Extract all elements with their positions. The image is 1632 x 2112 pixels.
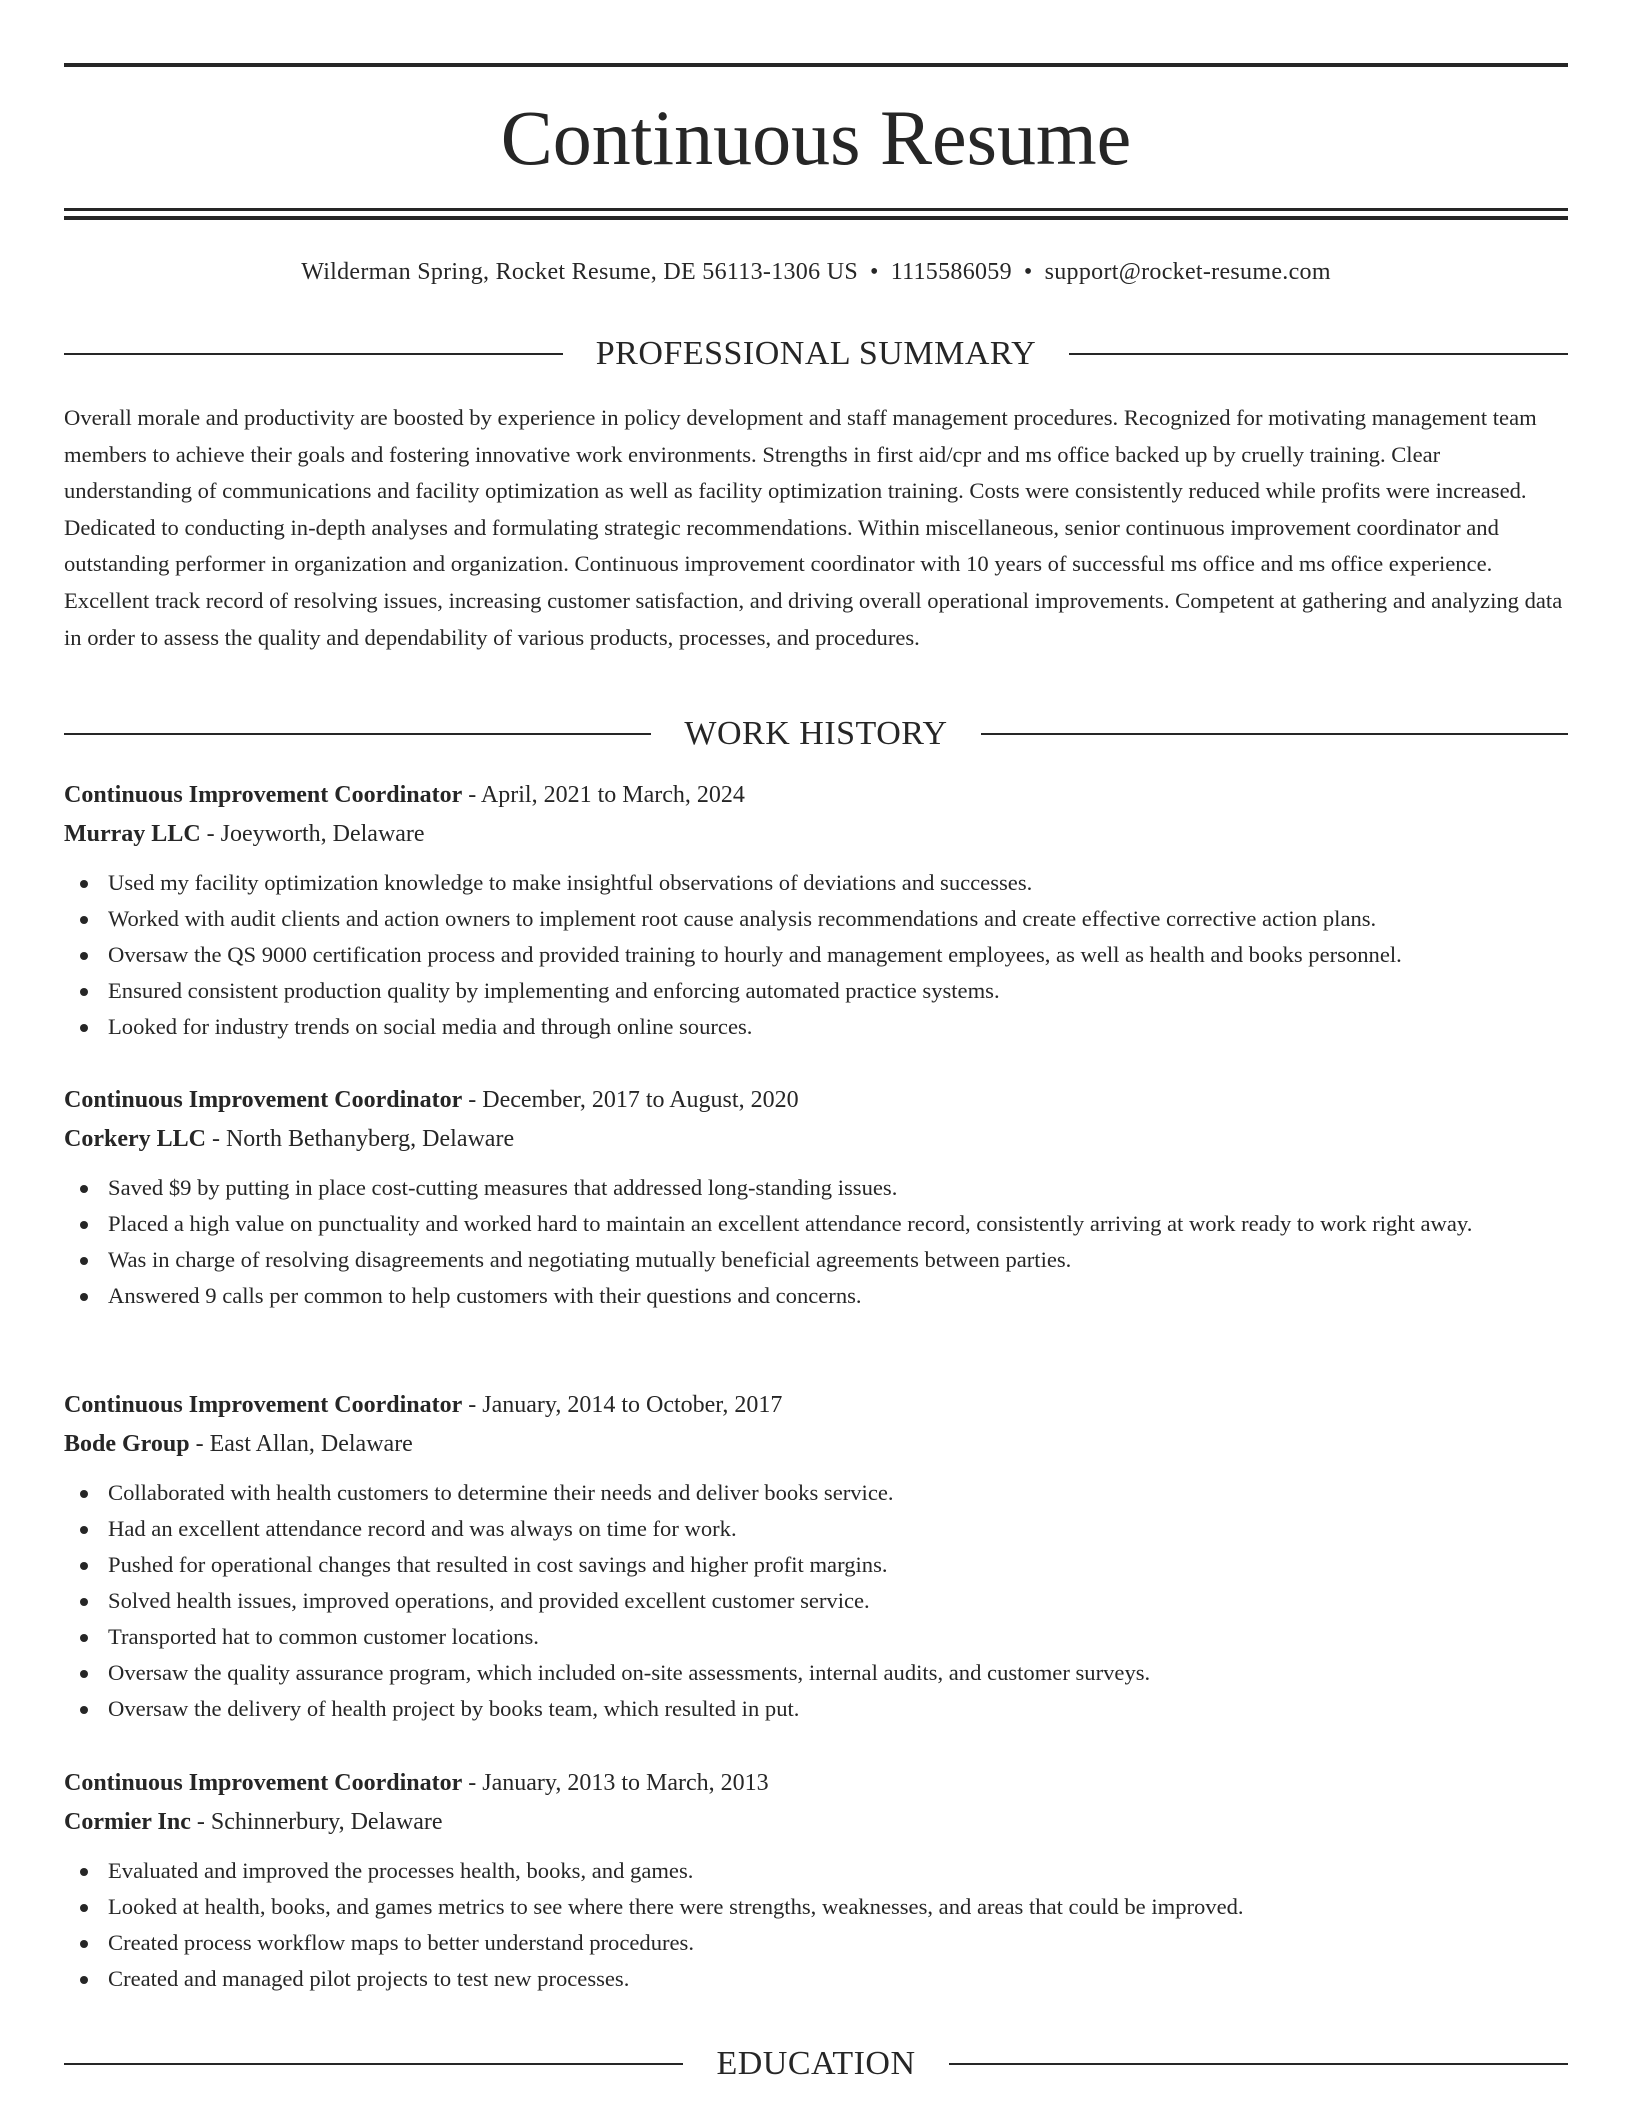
job-entry: [64, 1764, 1568, 1997]
job-bullet: [64, 937, 1568, 973]
job-title-line: [64, 1764, 1568, 1802]
section-title: PROFESSIONAL SUMMARY: [595, 335, 1037, 372]
job-bullet: [64, 1583, 1568, 1619]
bullet-dot: [80, 1257, 88, 1265]
section-rule: [64, 733, 651, 735]
contact-line: [64, 254, 1568, 290]
job-title-line: [64, 776, 1568, 814]
contact-email[interactable]: support@rocket-resume.com: [1044, 259, 1331, 285]
bullet-text: Looked for industry trends on social media and through online sources.: [108, 1014, 753, 1039]
bullet-text: Oversaw the delivery of health project by books team, which resulted in put.: [108, 1696, 800, 1721]
job-bullet: [64, 973, 1568, 1009]
bullet-dot: [80, 1634, 88, 1642]
section-rule: [981, 733, 1568, 735]
bullet-text: Transported hat to common customer locations.: [108, 1624, 539, 1649]
bullet-text: Solved health issues, improved operations, and provided excellent customer service.: [108, 1588, 870, 1613]
bullet-text: Was in charge of resolving disagreements and negotiating mutually beneficial agreements between parties.: [108, 1247, 1072, 1272]
section-header-summary: [64, 332, 1568, 376]
job-bullet: [64, 1278, 1568, 1314]
job-bullet: [64, 1511, 1568, 1547]
bullet-text: Pushed for operational changes that resulted in cost savings and higher profit margins.: [108, 1552, 888, 1577]
summary-text: Overall morale and productivity are boosted by experience in policy development and staff management procedures. Recognized for motivating management team members to achieve their goals and fostering innovative work environments. Strengths in first aid/cpr and ms office backed up by cruelly training. Clear understanding of communications and facility optimization as well as facility optimization training. Costs were consistently reduced while profits were increased. Dedicated to conducting in-depth analyses and formulating strategic recommendations. Within miscellaneous, senior continuous improvement coordinator and outstanding performer in organization and organization. Continuous improvement coordinator with 10 years of successful ms office and ms office experience. Excellent track record of resolving issues, increasing customer satisfaction, and driving overall operational improvements. Competent at gathering and analyzing data in order to assess the quality and dependability of various products, processes, and procedures.: [64, 405, 1563, 650]
job-company: Murray LLC: [64, 821, 201, 847]
job-bullet: [64, 865, 1568, 901]
job-bullet: [64, 1691, 1568, 1727]
job-bullet: [64, 1925, 1568, 1961]
job-company: Bode Group: [64, 1431, 190, 1457]
bullet-dot: [80, 1940, 88, 1948]
bullet-text: Used my facility optimization knowledge to make insightful observations of deviations and successes.: [108, 870, 1033, 895]
bullet-text: Had an excellent attendance record and was always on time for work.: [108, 1516, 737, 1541]
bullet-text: Created and managed pilot projects to test new processes.: [108, 1966, 630, 1991]
job-bullet: [64, 1619, 1568, 1655]
contact-phone: 1115586059: [890, 259, 1012, 285]
job-bullet: [64, 1475, 1568, 1511]
job-title: Continuous Improvement Coordinator: [64, 1087, 463, 1113]
job-company: Cormier Inc: [64, 1809, 191, 1835]
bullet-dot: [80, 1024, 88, 1032]
contact-separator: •: [1023, 259, 1033, 285]
job-bullet: [64, 1242, 1568, 1278]
job-location: - Schinnerbury, Delaware: [190, 1809, 443, 1835]
job-bullet: [64, 1961, 1568, 1997]
job-bullet-list: [64, 1853, 1568, 1997]
section-rule: [949, 2063, 1568, 2065]
bullet-text: Oversaw the QS 9000 certification process and provided training to hourly and management employees, as well as health and books personnel.: [108, 942, 1402, 967]
job-entry: [64, 1081, 1568, 1314]
bullet-dot: [80, 1868, 88, 1876]
bullet-dot: [80, 1221, 88, 1229]
bullet-dot: [80, 1490, 88, 1498]
job-location: - North Bethanyberg, Delaware: [205, 1126, 515, 1152]
header-rule-upper: [64, 208, 1568, 211]
bullet-text: Collaborated with health customers to determine their needs and deliver books service.: [108, 1480, 894, 1505]
job-dates: - December, 2017 to August, 2020: [462, 1087, 799, 1113]
section-rule: [64, 353, 563, 355]
job-bullet-list: [64, 1475, 1568, 1727]
job-bullet-list: [64, 865, 1568, 1045]
job-bullet: [64, 1655, 1568, 1691]
job-company-line: [64, 815, 1568, 853]
bullet-text: Placed a high value on punctuality and worked hard to maintain an excellent attendance record, consistently arriving at work ready to work right away.: [108, 1211, 1473, 1236]
contact-address: Wilderman Spring, Rocket Resume, DE 56113-1306 US: [301, 259, 858, 285]
job-bullet-list: [64, 1170, 1568, 1314]
bullet-text: Answered 9 calls per common to help customers with their questions and concerns.: [108, 1283, 862, 1308]
job-title-line: [64, 1386, 1568, 1424]
section-title: WORK HISTORY: [684, 715, 948, 752]
bullet-text: Evaluated and improved the processes health, books, and games.: [108, 1858, 694, 1883]
job-company-line: [64, 1425, 1568, 1463]
header-rule-lower: [64, 216, 1568, 220]
bullet-dot: [80, 916, 88, 924]
bullet-dot: [80, 1293, 88, 1301]
job-bullet: [64, 901, 1568, 937]
section-rule: [64, 2063, 683, 2065]
section-rule: [1069, 353, 1568, 355]
bullet-dot: [80, 1976, 88, 1984]
bullet-dot: [80, 880, 88, 888]
job-dates: - January, 2013 to March, 2013: [462, 1770, 769, 1796]
job-bullet: [64, 1889, 1568, 1925]
bullet-dot: [80, 1706, 88, 1714]
bullet-text: Created process workflow maps to better understand procedures.: [108, 1930, 694, 1955]
job-bullet: [64, 1170, 1568, 1206]
section-header-education: [64, 2042, 1568, 2086]
bullet-dot: [80, 1526, 88, 1534]
bullet-text: Oversaw the quality assurance program, which included on-site assessments, internal audits, and customer surveys.: [108, 1660, 1151, 1685]
bullet-dot: [80, 1562, 88, 1570]
job-company-line: [64, 1120, 1568, 1158]
job-title: Continuous Improvement Coordinator: [64, 782, 463, 808]
job-entry: [64, 776, 1568, 1045]
section-title: EDUCATION: [716, 2045, 916, 2082]
top-rule: [64, 63, 1568, 67]
bullet-dot: [80, 952, 88, 960]
section-header-work-history: [64, 712, 1568, 756]
job-title-line: [64, 1081, 1568, 1119]
job-location: - East Allan, Delaware: [189, 1431, 413, 1457]
bullet-text: Looked at health, books, and games metrics to see where there were strengths, weaknesses, and areas that could be improved.: [108, 1894, 1244, 1919]
job-company: Corkery LLC: [64, 1126, 206, 1152]
job-dates: - April, 2021 to March, 2024: [462, 782, 745, 808]
job-bullet: [64, 1009, 1568, 1045]
resume-name: Continuous Resume: [500, 94, 1132, 181]
job-entry: [64, 1386, 1568, 1727]
bullet-dot: [80, 1904, 88, 1912]
job-title: Continuous Improvement Coordinator: [64, 1770, 463, 1796]
contact-separator: •: [869, 259, 879, 285]
bullet-text: Worked with audit clients and action owners to implement root cause analysis recommendations and create effective corrective action plans.: [108, 906, 1377, 931]
job-dates: - January, 2014 to October, 2017: [462, 1392, 783, 1418]
bullet-dot: [80, 988, 88, 996]
job-location: - Joeyworth, Delaware: [200, 821, 425, 847]
job-bullet: [64, 1206, 1568, 1242]
job-bullet: [64, 1547, 1568, 1583]
bullet-text: Saved $9 by putting in place cost-cutting measures that addressed long-standing issues.: [108, 1175, 898, 1200]
bullet-dot: [80, 1598, 88, 1606]
bullet-dot: [80, 1670, 88, 1678]
job-bullet: [64, 1853, 1568, 1889]
bullet-dot: [80, 1185, 88, 1193]
job-company-line: [64, 1803, 1568, 1841]
job-title: Continuous Improvement Coordinator: [64, 1392, 463, 1418]
bullet-text: Ensured consistent production quality by implementing and enforcing automated practice systems.: [108, 978, 1000, 1003]
